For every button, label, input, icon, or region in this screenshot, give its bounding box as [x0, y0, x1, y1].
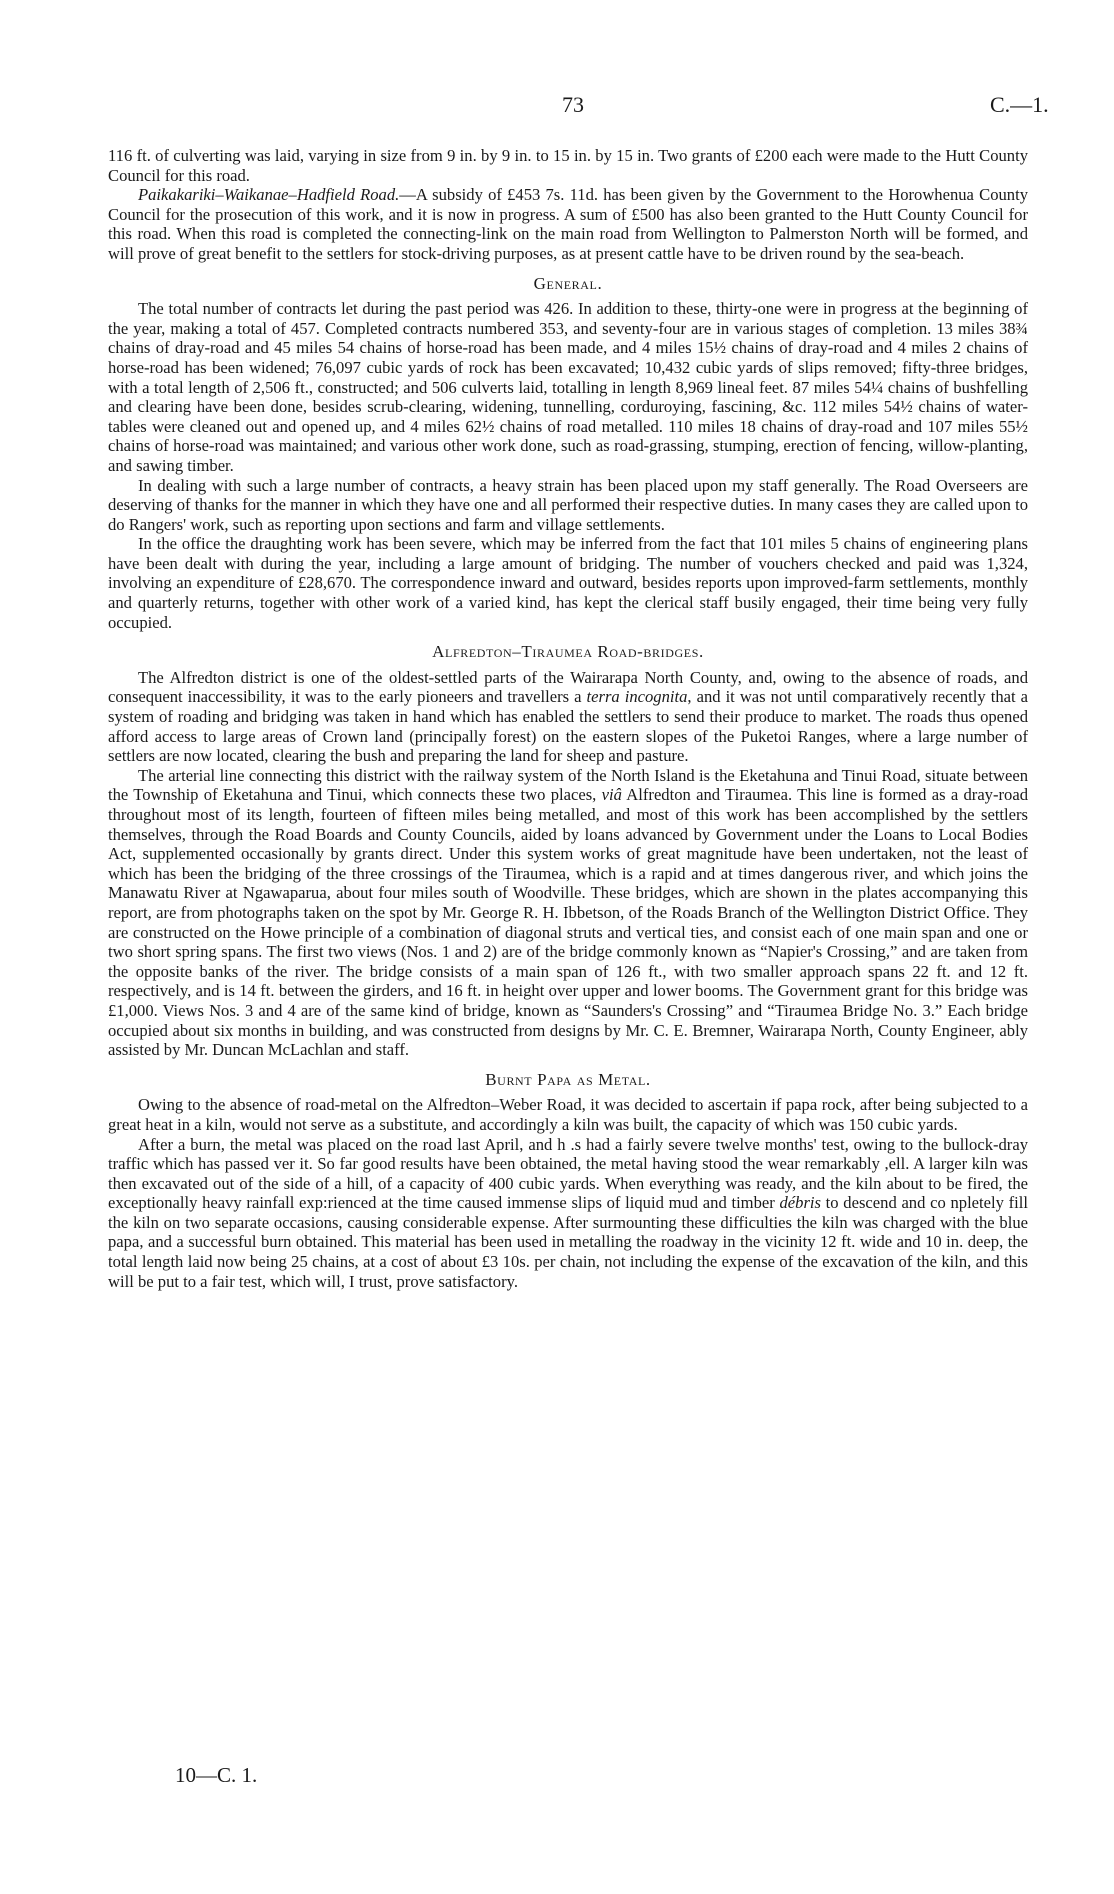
paragraph-papa-rock: Owing to the absence of road-metal on the Alfredton–Weber Road, it was decided to ascertain if papa rock, after being subjected to a great heat in a kiln, would not serve as a substitute, and accordingly a kiln was built, the capacity of which was 150 cubic yards.	[108, 1095, 1028, 1134]
body-text	[108, 146, 1028, 1291]
italic-phrase: viâ	[601, 785, 622, 805]
text-span: The Alfredton district is one of the oldest-settled parts of the Wairarapa North County, and, owing to the absence of roads, and consequent inaccessibility, it was to the early pioneers and travellers a	[108, 667, 1028, 707]
heading-burnt-papa: Burnt Papa as Metal.	[485, 1069, 651, 1089]
footer-signature-mark: 10—C. 1.	[175, 1763, 258, 1787]
text-span: , and it was not until comparatively recently that a system of roading and bridging was taken in hand which has enabled the settlers to send their produce to market. The roads thus opened afford access to large areas of Crown land (principally forest) on the eastern slopes of the Puketoi Ranges, where a large number of settlers are now located, clearing the bush and preparing the land for sheep and pasture.	[108, 687, 1028, 766]
italic-phrase: débris	[779, 1193, 821, 1213]
italic-phrase: terra incognita	[586, 687, 688, 707]
paragraph-arterial-line	[108, 766, 1028, 1060]
road-title-paikakariki: Paikakariki–Waikanae–Hadfield Road.	[138, 185, 400, 205]
paragraph-culverting: 116 ft. of culverting was laid, varying in size from 9 in. by 9 in. to 15 in. by 15 in. Two grants of £200 each were made to the Hutt County Council for this road.	[108, 146, 1028, 185]
paragraph-office: In the office the draughting work has been severe, which may be inferred from the fact that 101 miles 5 chains of engineering plans have been dealt with during the year, including a large amount of bridging. The number of vouchers checked and paid was 1,324, involving an expenditure of £28,670. The correspondence inward and outward, besides reports upon improved-farm settlements, monthly and quarterly returns, together with other work of a varied kind, has kept the clerical staff busily engaged, their time being very fully occupied.	[108, 534, 1028, 632]
page-number: 73	[562, 92, 584, 117]
text-span: to descend and co npletely fill the kiln on two separate occasions, causing considerable expense. After surmounting these difficulties the kiln was charged with the blue papa, and a successful burn obtained. This material has been used in metalling the roadway in the vicinity 12 ft. wide and 10 in. deep, the total length laid now being 25 chains, at a cost of about £3 10s. per chain, not including the expense of the excavation of the kiln, and this will be put to a fair test, which will, I trust, prove satisfactory.	[108, 1193, 1028, 1291]
text-span: The arterial line connecting this district with the railway system of the North Island is the Eketahuna and Tinui Road, situate between the Township of Eketahuna and Tinui, which connects these two places,	[108, 765, 1028, 805]
paragraph-paikakariki	[108, 185, 1028, 263]
paragraph-staff: In dealing with such a large number of contracts, a heavy strain has been placed upon my staff generally. The Road Overseers are deserving of thanks for the manner in which they have one and all performed their respective duties. In many cases they are called upon to do Rangers' work, such as reporting upon sections and farm and village settlements.	[108, 475, 1028, 534]
paragraph-paikakariki-text: —A subsidy of £453 7s. 11d. has been given by the Government to the Horowhenua County Council for the prosecution of this work, and it is now in progress. A sum of £500 has also been granted to the Hutt County Council for this road. When this road is completed the connecting-link on the main road from Wellington to Palmerston North will be formed, and will prove of great benefit to the settlers for stock-driving purposes, as at present cattle have to be driven round by the sea-beach.	[108, 185, 1028, 263]
text-span: Alfredton and Tiraumea. This line is formed as a dray-road throughout most of its length, fourteen of fifteen miles being metalled, and most of this work has been accomplished by the settlers themselves, through the Road Boards and County Councils, aided by loans advanced by Government under the Loans to Local Bodies Act, supplemented occasionally by grants direct. Under this system works of great magnitude have been undertaken, not the least of which has been the bridging of the three crossings of the Tiraumea, which is a rapid and at times dangerous river, and which joins the Manawatu River at Ngawaparua, about four miles south of Woodville. These bridges, which are shown in the plates accompanying this report, are from photographs taken on the spot by Mr. George R. H. Ibbetson, of the Roads Branch of the Wellington District Office. They are constructed on the Howe principle of a combination of diagonal struts and vertical ties, and consist each of one main span and one or two short spring spans. The first two views (Nos. 1 and 2) are of the bridge commonly known as “Napier's Crossing,” and are taken from the opposite banks of the river. The bridge consists of a main span of 126 ft., with two smaller approach spans 22 ft. and 12 ft. respectively, and is 14 ft. between the girders, and 16 ft. in height over upper and lower booms. The Government grant for this bridge was £1,000. Views Nos. 3 and 4 are of the same kind of bridge, known as “Saunders's Crossing” and “Tiraumea Bridge No. 3.” Each bridge occupied about six months in building, and was constructed from designs by Mr. C. E. Bremner, Wairarapa North, County Engineer, ably assisted by Mr. Duncan McLachlan and staff.	[108, 785, 1028, 1060]
text-span: After a burn, the metal was placed on the road last April, and h .s had a fairly severe twelve months' test, owing to the bullock-dray traffic which has passed ver it. So far good results have been obtained, the metal having stood the wear remarkably ,ell. A larger kiln was then excavated out of the side of a hill, of a capacity of 400 cubic yards. When everything was ready, and the kiln about to be fired, the exceptionally heavy rainfall exp:rienced at the time caused immense slips of liquid mud and timber	[108, 1134, 1028, 1213]
heading-general: General.	[533, 273, 603, 293]
paragraph-contracts: The total number of contracts let during the past period was 426. In addition to these, thirty-one were in progress at the beginning of the year, making a total of 457. Completed contracts numbered 353, and seventy-four are in various stages of completion. 13 miles 38¾ chains of dray-road and 45 miles 54 chains of horse-road has been made, and 4 miles 15½ chains of dray-road and 4 miles 2 chains of horse-road has been widened; 76,097 cubic yards of rock has been excavated; 10,432 cubic yards of slips removed; fifty-three bridges, with a total length of 2,506 ft., constructed; and 506 culverts laid, totalling in length 8,969 lineal feet. 87 miles 54¼ chains of bushfelling and clearing have been done, besides scrub-clearing, widening, tunnelling, corduroying, fascining, &c. 112 miles 54½ chains of water-tables were cleaned out and opened up, and 4 miles 62½ chains of road metalled. 110 miles 18 chains of dray-road and 107 miles 55½ chains of horse-road was maintained; and various other work done, such as road-grassing, stumping, erection of fencing, willow-planting, and sawing timber.	[108, 299, 1028, 475]
heading-alfredton: Alfredton–Tiraumea Road-bridges.	[432, 642, 704, 662]
paragraph-alfredton-district	[108, 668, 1028, 766]
document-reference: C.—1.	[990, 92, 1049, 117]
paragraph-burn-result	[108, 1135, 1028, 1292]
